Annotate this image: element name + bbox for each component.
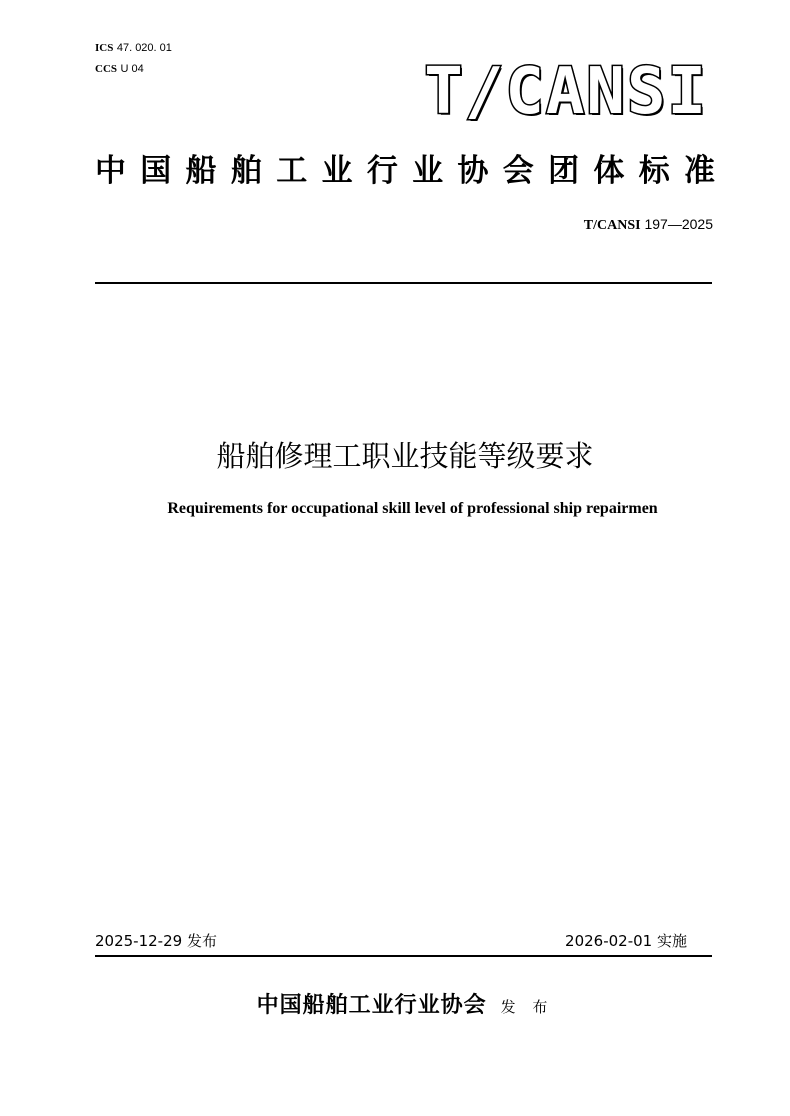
- standard-code: 197—2025: [644, 216, 713, 232]
- publish-date: 2025-12-29 发布: [95, 932, 217, 950]
- publisher-line: [0, 989, 790, 1023]
- ccs-label: CCS: [95, 63, 118, 75]
- ics-code: 47. 020. 01: [116, 42, 172, 54]
- publisher-organization: 中国船舶工业行业协会: [256, 992, 487, 1018]
- organization-standard-title: 中国船舶工业行业协会团体标准: [95, 153, 715, 189]
- ccs-code: U 04: [120, 63, 144, 75]
- bottom-divider: [95, 955, 712, 957]
- tcansi-logo: T/CANSI: [424, 55, 708, 129]
- ics-label: ICS: [95, 42, 114, 54]
- document-title-chinese: 船舶修理工职业技能等级要求: [216, 439, 594, 473]
- top-divider: [95, 282, 712, 284]
- document-title-english: Requirements for occupational skill level of professional ship repairmen: [167, 500, 658, 517]
- standard-prefix: T/CANSI: [583, 218, 641, 233]
- ccs-classification: [95, 62, 144, 76]
- publisher-verb: 发 布: [500, 998, 554, 1016]
- implement-date: 2026-02-01 实施: [565, 932, 687, 950]
- standard-number: [584, 215, 713, 235]
- ics-classification: [95, 41, 172, 55]
